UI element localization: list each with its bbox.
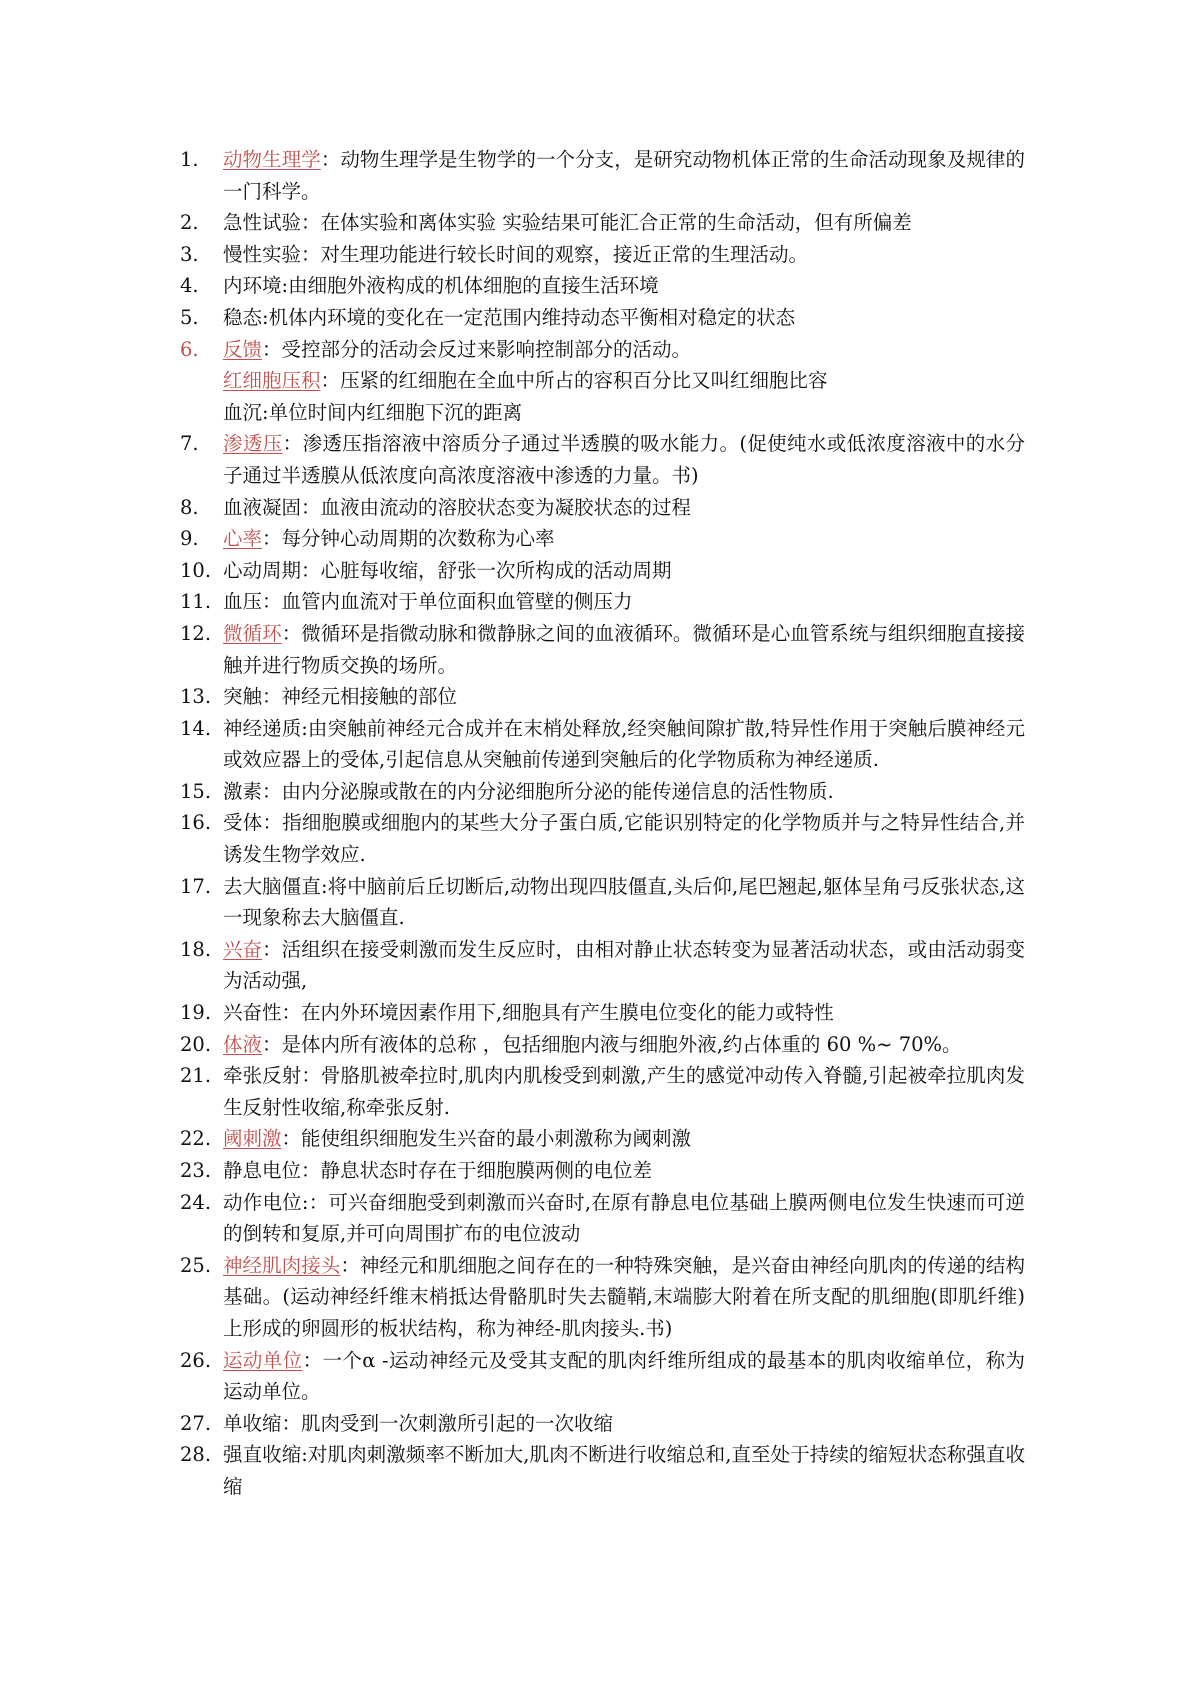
item-text (223, 365, 1025, 397)
definition-body: ：微循环是指微动脉和微静脉之间的血液循环。微循环是心血管系统与组织细胞直接接触并进行物质交换的场所。 (223, 621, 1025, 677)
item-number: 9. (180, 527, 199, 551)
highlighted-term: 红细胞压积 (223, 369, 321, 393)
highlighted-term: 兴奋 (223, 937, 263, 961)
item-number: 18. (180, 937, 212, 961)
item-number: 23. (180, 1159, 212, 1182)
definition-body: ：受控部分的活动会反过来影响控制部分的活动。 (262, 337, 692, 361)
definition-body: 强直收缩:对肌肉刺激频率不断加大,肌肉不断进行收缩总和,直至处于持续的缩短状态称强直收缩 (223, 1443, 1025, 1498)
item-text (223, 1439, 1025, 1502)
list-item (180, 681, 1025, 713)
item-text (223, 776, 1025, 808)
item-number: 28. (180, 1443, 212, 1467)
item-number (180, 365, 223, 397)
definition-body: 激素：由内分泌腺或散在的内分泌细胞所分泌的能传递信息的活性物质. (223, 779, 834, 803)
item-number: 17. (180, 874, 212, 898)
definition-body: 单收缩：肌肉受到一次刺激所引起的一次收缩 (223, 1411, 614, 1435)
item-number: 15. (180, 779, 212, 803)
item-text (223, 1345, 1025, 1408)
list-item (180, 1060, 1025, 1123)
list-item (180, 270, 1025, 302)
highlighted-term: 微循环 (223, 621, 282, 645)
list-item (180, 586, 1025, 618)
highlighted-term: 体液 (223, 1032, 263, 1056)
item-text (223, 270, 1025, 302)
item-number: 2. (180, 211, 199, 235)
list-item (180, 523, 1025, 555)
item-text (223, 586, 1025, 618)
item-text (223, 334, 1025, 366)
item-number: 27. (180, 1411, 212, 1435)
highlighted-term: 动物生理学 (223, 148, 321, 171)
list-item (180, 555, 1025, 587)
definition-body: ：神经元和肌细胞之间存在的一种特殊突触，是兴奋由神经向肌肉的传递的结构基础。(运动神经纤维末梢抵达骨骼肌时失去髓鞘,末端膨大附着在所支配的肌细胞(即肌纤维)上形成的卵圆形的板状结构，称为神经-肌肉接头.书) (223, 1253, 1025, 1340)
highlighted-term: 神经肌肉接头 (223, 1253, 341, 1277)
item-text (223, 397, 1025, 429)
definition-body: ：一个α -运动神经元及受其支配的肌肉纤维所组成的最基本的肌肉收缩单位，称为运动单位。 (223, 1348, 1025, 1404)
item-text (223, 807, 1025, 870)
list-item (180, 207, 1025, 239)
item-text (223, 239, 1025, 271)
definition-body: 去大脑僵直:将中脑前后丘切断后,动物出现四肢僵直,头后仰,尾巴翘起,躯体呈角弓反张状态,这一现象称去大脑僵直. (223, 874, 1025, 930)
highlighted-term: 心率 (223, 527, 263, 551)
list-item (180, 1408, 1025, 1440)
definition-body: ：渗透压指溶液中溶质分子通过半透膜的吸水能力。(促使纯水或低浓度溶液中的水分子通过半透膜从低浓度向高浓度溶液中渗透的力量。书) (223, 432, 1025, 487)
list-item (180, 144, 1025, 207)
item-number: 7. (180, 432, 199, 456)
definition-body: 慢性实验：对生理功能进行较长时间的观察，接近正常的生理活动。 (223, 242, 809, 266)
highlighted-term: 运动单位 (223, 1348, 303, 1372)
highlighted-term: 反馈 (223, 337, 263, 361)
definition-body: 受体：指细胞膜或细胞内的某些大分子蛋白质,它能识别特定的化学物质并与之特异性结合,并诱发生物学效应. (223, 811, 1025, 867)
item-number: 21. (180, 1064, 212, 1088)
list-item (180, 997, 1025, 1029)
item-text (223, 1250, 1025, 1345)
item-number: 5. (180, 305, 199, 329)
list-item (180, 1345, 1025, 1408)
definition-body: ：动物生理学是生物学的一个分支，是研究动物机体正常的生命活动现象及规律的一门科学。 (223, 148, 1025, 203)
list-item (180, 365, 1025, 397)
list-item (180, 713, 1025, 776)
definition-body: 兴奋性：在内外环境因素作用下,细胞具有产生膜电位变化的能力或特性 (223, 1001, 834, 1025)
item-number: 10. (180, 558, 212, 582)
definition-body: 稳态:机体内环境的变化在一定范围内维持动态平衡相对稳定的状态 (223, 305, 796, 329)
item-text (223, 428, 1025, 491)
item-number: 1. (180, 148, 199, 171)
list-item (180, 1187, 1025, 1250)
definition-list (180, 144, 1025, 1503)
definition-body: ：能使组织细胞发生兴奋的最小刺激称为阈刺激 (281, 1127, 692, 1151)
list-item (180, 1439, 1025, 1502)
list-item (180, 807, 1025, 870)
definition-body: 神经递质:由突触前神经元合成并在末梢处释放,经突触间隙扩散,特异性作用于突触后膜神经元或效应器上的受体,引起信息从突触前传递到突触后的化学物质称为神经递质. (223, 716, 1025, 772)
definition-body: 突触：神经元相接触的部位 (223, 685, 458, 709)
item-number: 22. (180, 1127, 212, 1151)
definition-body: ：每分钟心动周期的次数称为心率 (262, 527, 555, 551)
item-text (223, 681, 1025, 713)
list-item (180, 871, 1025, 934)
list-item (180, 1123, 1025, 1155)
item-text (223, 1187, 1025, 1250)
item-text (223, 1155, 1025, 1187)
item-text (223, 997, 1025, 1029)
item-text (223, 1123, 1025, 1155)
definition-body: ：活组织在接受刺激而发生反应时，由相对静止状态转变为显著活动状态，或由活动弱变为活动强, (223, 937, 1025, 993)
item-number: 14. (180, 716, 212, 740)
highlighted-term: 阈刺激 (223, 1127, 282, 1151)
item-number: 25. (180, 1253, 212, 1277)
definition-body: 血沉:单位时间内红细胞下沉的距离 (223, 400, 523, 424)
item-number (180, 397, 223, 429)
definition-body: ：压紧的红细胞在全血中所占的容积百分比又叫红细胞比容 (320, 369, 828, 393)
item-text (223, 207, 1025, 239)
definition-body: 内环境:由细胞外液构成的机体细胞的直接生活环境 (223, 274, 659, 298)
item-text (223, 144, 1025, 207)
definition-body: 急性试验：在体实验和离体实验 实验结果可能汇合正常的生命活动，但有所偏差 (223, 211, 912, 235)
list-item (180, 1155, 1025, 1187)
item-text (223, 492, 1025, 524)
item-number: 11. (180, 590, 212, 614)
definition-body: 心动周期：心脏每收缩，舒张一次所构成的活动周期 (223, 558, 672, 582)
item-number: 20. (180, 1032, 212, 1056)
list-item (180, 302, 1025, 334)
list-item (180, 1029, 1025, 1061)
list-item (180, 776, 1025, 808)
list-item (180, 428, 1025, 491)
item-number: 12. (180, 621, 212, 645)
list-item (180, 934, 1025, 997)
item-number: 26. (180, 1348, 212, 1372)
list-item (180, 492, 1025, 524)
item-text (223, 713, 1025, 776)
item-number: 19. (180, 1001, 212, 1025)
definition-body: 血压：血管内血流对于单位面积血管壁的侧压力 (223, 590, 633, 614)
list-item (180, 334, 1025, 366)
item-text (223, 1060, 1025, 1123)
item-text (223, 523, 1025, 555)
item-text (223, 302, 1025, 334)
definition-body: 静息电位：静息状态时存在于细胞膜两侧的电位差 (223, 1159, 653, 1182)
item-text (223, 1408, 1025, 1440)
item-number: 13. (180, 685, 212, 709)
item-number: 16. (180, 811, 212, 835)
list-item (180, 618, 1025, 681)
item-number: 6. (180, 337, 199, 361)
item-text (223, 555, 1025, 587)
item-number: 4. (180, 274, 199, 298)
list-item (180, 397, 1025, 429)
list-item (180, 1250, 1025, 1345)
definition-body: 动作电位:：可兴奋细胞受到刺激而兴奋时,在原有静息电位基础上膜两侧电位发生快速而可逆的倒转和复原,并可向周围扩布的电位波动 (223, 1190, 1025, 1246)
definition-body: ：是体内所有液体的总称 ，包括细胞内液与细胞外液,约占体重的 60 %~ 70%。 (262, 1032, 962, 1056)
definition-body: 血液凝固：血液由流动的溶胶状态变为凝胶状态的过程 (223, 495, 692, 519)
highlighted-term: 渗透压 (223, 432, 283, 456)
definition-body: 牵张反射：骨胳肌被牵拉时,肌肉内肌梭受到刺激,产生的感觉冲动传入脊髓,引起被牵拉肌肉发生反射性收缩,称牵张反射. (223, 1064, 1025, 1119)
item-number: 8. (180, 495, 199, 519)
item-text (223, 934, 1025, 997)
item-number: 3. (180, 242, 199, 266)
item-number: 24. (180, 1190, 212, 1214)
item-text (223, 618, 1025, 681)
item-text (223, 871, 1025, 934)
list-item (180, 239, 1025, 271)
item-text (223, 1029, 1025, 1061)
